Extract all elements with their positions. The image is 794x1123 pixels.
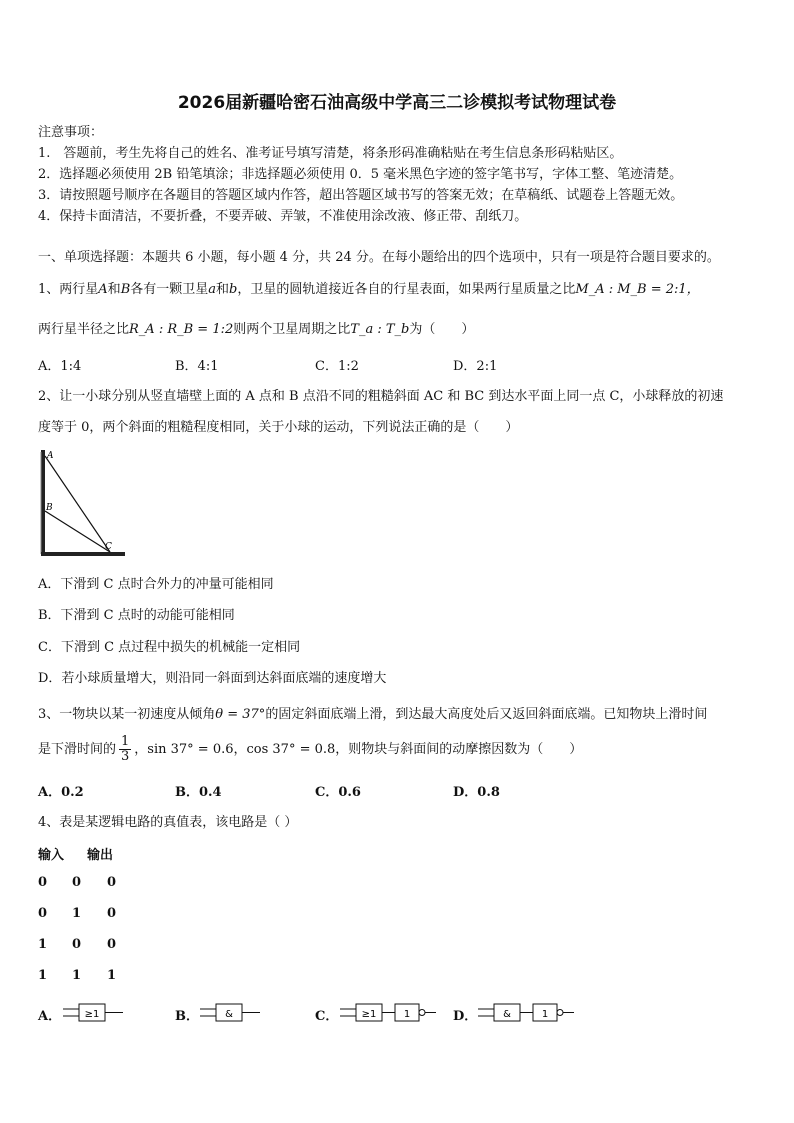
q3-option-b[interactable]: B．0.4: [175, 785, 222, 800]
nor-gate-icon: [340, 1002, 440, 1024]
truth-cell: 1: [38, 937, 48, 952]
q2-option-d[interactable]: D．若小球质量增大，则沿同一斜面到达斜面底端的速度增大: [38, 671, 387, 686]
q4-option-a[interactable]: A．: [38, 1009, 62, 1024]
gate-label: ≥1: [84, 1009, 100, 1020]
q3-option-c[interactable]: C．0.6: [315, 785, 361, 800]
q1-option-a[interactable]: A．1:4: [38, 359, 82, 374]
notice-item-2: 2．选择题必须使用 2B 铅笔填涂；非选择题必须使用 0．5 毫米黑色字迹的签字笔书写，字体工整、笔迹清楚。: [38, 167, 683, 182]
gate-label: ≥1: [361, 1009, 377, 1020]
q1-option-c[interactable]: C．1:2: [315, 359, 359, 374]
gate-label: 1: [541, 1009, 549, 1020]
truth-cell: 0: [38, 906, 48, 921]
q4-line1: 4、表是某逻辑电路的真值表，该电路是（ ）: [38, 815, 298, 830]
planet-b: B: [120, 282, 131, 297]
truth-head-input: 输入: [38, 848, 65, 863]
q4-option-d[interactable]: D．: [453, 1009, 478, 1024]
q2-line2: 度等于 0，两个斜面的粗糙程度相同，关于小球的运动，下列说法正确的是（ ）: [38, 420, 519, 435]
q1-text: 各有一颗卫星: [130, 282, 209, 297]
fraction-num: 1: [121, 734, 130, 749]
q3-text: 的固定斜面底端上滑，到达最大高度处后又返回斜面底端。已知物块上滑时间: [265, 707, 708, 722]
slope-ac: [45, 456, 110, 552]
notice-item-3: 3．请按照题号顺序在各题目的答题区域内作答，超出答题区域书写的答案无效；在草稿纸、试题卷上答题无效。: [38, 188, 684, 203]
sat-b: b: [229, 282, 238, 297]
q1-text: 两行星半径之比: [38, 322, 130, 337]
q4-option-b[interactable]: B．: [175, 1009, 199, 1024]
q1-text: ，卫星的圆轨道接近各自的行星表面，如果两行星质量之比: [237, 282, 576, 297]
mass-ratio: M_A : M_B = 2:1，: [575, 282, 700, 297]
q1-text: 1、两行星: [38, 282, 99, 297]
period-ratio: T_a : T_b: [350, 322, 410, 337]
trig-values: ，sin 37° = 0.6，cos 37° = 0.8: [134, 742, 336, 757]
truth-cell: 0: [72, 875, 82, 890]
fraction-den: 3: [121, 749, 130, 764]
q2-option-b[interactable]: B．下滑到 C 点时的动能可能相同: [38, 608, 235, 623]
label-a: A: [47, 451, 54, 461]
truth-cell: 1: [72, 906, 82, 921]
truth-cell: 0: [107, 906, 117, 921]
gate-label: 1: [403, 1009, 411, 1020]
q3-text: 是下滑时间的: [38, 742, 117, 757]
q2-line1: 2、让一小球分别从竖直墙壁上面的 A 点和 B 点沿不同的粗糙斜面 AC 和 BC 到达水平面上同一点 C，小球释放的初速: [38, 389, 724, 404]
section-heading: 一、单项选择题：本题共 6 小题，每小题 4 分，共 24 分。在每小题给出的四个选项中，只有一项是符合题目要求的。: [38, 250, 720, 265]
label-c: C: [105, 542, 112, 552]
gate-label: &: [503, 1009, 511, 1020]
angle: θ = 37°: [215, 707, 266, 722]
q4-option-c[interactable]: C．: [315, 1009, 339, 1024]
nand-gate-icon: [478, 1002, 578, 1024]
q1-and: 和: [216, 282, 230, 297]
truth-cell: 0: [107, 937, 117, 952]
truth-cell: 0: [107, 875, 117, 890]
label-b: B: [46, 503, 53, 513]
notice-item-4: 4．保持卡面清洁，不要折叠，不要弄破、弄皱，不准使用涂改液、修正带、刮纸刀。: [38, 209, 528, 224]
slope-bc: [45, 511, 110, 552]
fraction: [119, 735, 131, 764]
radius-ratio: R_A : R_B = 1:2: [129, 322, 234, 337]
ground: [41, 552, 125, 556]
truth-cell: 0: [72, 937, 82, 952]
truth-cell: 1: [72, 968, 82, 983]
truth-cell: 1: [107, 968, 117, 983]
truth-cell: 1: [38, 968, 48, 983]
q2-option-c[interactable]: C．下滑到 C 点过程中损失的机械能一定相同: [38, 640, 301, 655]
q3-line1: [38, 703, 707, 722]
q1-text: 则两个卫星周期之比: [233, 322, 351, 337]
notice-heading: 注意事项：: [38, 125, 104, 140]
q3-option-a[interactable]: A．0.2: [38, 785, 84, 800]
q2-option-a[interactable]: A．下滑到 C 点时合外力的冲量可能相同: [38, 577, 274, 592]
q3-text: ，则物块与斜面间的动摩擦因数为（ ）: [335, 742, 583, 757]
truth-cell: 0: [38, 875, 48, 890]
q1-text: 为（ ）: [409, 322, 475, 337]
notice-item-1: 1. 答题前，考生先将自己的姓名、准考证号填写清楚，将条形码准确粘贴在考生信息条形码粘贴区。: [38, 146, 623, 161]
sat-a: a: [208, 282, 217, 297]
wall: [41, 450, 45, 554]
incline-figure: [38, 448, 128, 560]
page-title: 2026届新疆哈密石油高级中学高三二诊模拟考试物理试卷: [177, 93, 617, 113]
q1-line1: [38, 278, 700, 297]
and-gate-icon: [200, 1002, 262, 1024]
q3-line2: [38, 735, 582, 764]
or-gate-icon: [63, 1002, 125, 1024]
q3-option-d[interactable]: D．0.8: [453, 785, 500, 800]
q1-option-d[interactable]: D．2:1: [453, 359, 498, 374]
q1-line2: [38, 318, 474, 337]
planet-a: A: [98, 282, 108, 297]
q3-text: 3、一物块以某一初速度从倾角: [38, 707, 216, 722]
gate-label: &: [225, 1009, 233, 1020]
q1-and: 和: [107, 282, 121, 297]
truth-head-output: 输出: [87, 848, 114, 863]
q1-option-b[interactable]: B．4:1: [175, 359, 219, 374]
